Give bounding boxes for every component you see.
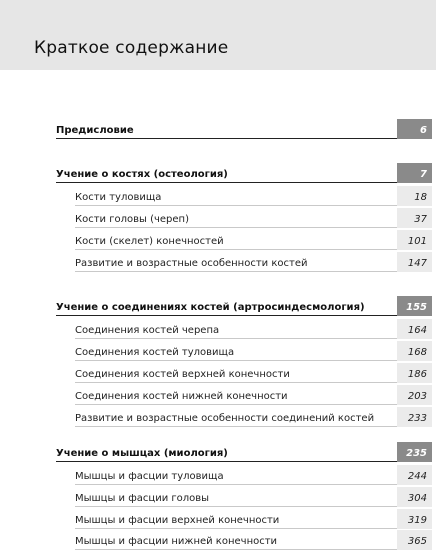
page-number-box — [397, 341, 432, 361]
toc-section[interactable] — [56, 296, 432, 316]
page-number: 18 — [414, 192, 427, 203]
toc-entry-title: Мышцы и фасции туловища — [75, 471, 224, 482]
page-number-box — [397, 530, 432, 550]
toc-entry[interactable] — [75, 487, 432, 507]
page-number-box — [397, 230, 432, 250]
toc-rule — [75, 227, 400, 228]
toc-rule — [75, 249, 400, 250]
page-number-box — [397, 208, 432, 228]
toc-entry-title: Мышцы и фасции головы — [75, 493, 210, 504]
page-number: 203 — [407, 391, 427, 402]
toc-section[interactable] — [56, 163, 432, 183]
toc-section-title: Учение о мышцах (миология) — [56, 448, 228, 459]
toc-rule — [75, 382, 400, 383]
toc-entry[interactable] — [75, 341, 432, 361]
toc-rule — [75, 271, 400, 272]
page-number-box — [397, 163, 432, 183]
page-number: 186 — [407, 369, 427, 380]
toc-rule — [75, 506, 400, 507]
page-number: 164 — [407, 325, 427, 336]
toc-entry[interactable] — [75, 407, 432, 427]
page-number-box — [397, 186, 432, 206]
page-number: 168 — [407, 347, 427, 358]
toc-rule — [75, 338, 400, 339]
page-number: 235 — [406, 448, 427, 459]
page-number: 147 — [407, 258, 427, 269]
page-number-box — [397, 509, 432, 529]
toc-entry[interactable] — [75, 363, 432, 383]
page-number-box — [397, 407, 432, 427]
page-number: 365 — [407, 536, 427, 547]
toc-entry[interactable] — [75, 530, 432, 550]
toc-rule — [56, 315, 400, 316]
toc-section-title: Предисловие — [56, 125, 134, 136]
toc-entry[interactable] — [75, 208, 432, 228]
toc-entry-title: Соединения костей нижней конечности — [75, 391, 288, 402]
toc-rule — [56, 138, 400, 139]
toc-entry[interactable] — [75, 230, 432, 250]
toc-entry-title: Соединения костей верхней конечности — [75, 369, 290, 380]
toc-entry[interactable] — [75, 319, 432, 339]
toc-entry-title: Развитие и возрастные особенности соединений костей — [75, 413, 375, 424]
toc-entry-title: Соединения костей черепа — [75, 325, 220, 336]
page-number: 319 — [407, 515, 427, 526]
toc-rule — [75, 404, 400, 405]
toc-entry-title: Кости туловища — [75, 192, 162, 203]
page-number: 37 — [414, 214, 427, 225]
toc-entry[interactable] — [75, 186, 432, 206]
page-number-box — [397, 296, 432, 316]
page-number: 7 — [420, 169, 427, 180]
page-number-box — [397, 252, 432, 272]
toc-entry[interactable] — [75, 252, 432, 272]
toc-entry[interactable] — [75, 465, 432, 485]
page-number: 101 — [407, 236, 427, 247]
toc-rule — [75, 360, 400, 361]
toc-entry[interactable] — [75, 385, 432, 405]
toc-section[interactable] — [56, 119, 432, 139]
page-header — [0, 0, 436, 70]
toc-section-title: Учение о костях (остеология) — [56, 169, 228, 180]
toc-entry-title: Кости головы (череп) — [75, 214, 189, 225]
toc-entry-title: Кости (скелет) конечностей — [75, 236, 224, 247]
toc-entry-title: Мышцы и фасции нижней конечности — [75, 536, 278, 547]
page-number: 155 — [406, 302, 427, 313]
page-number: 244 — [407, 471, 427, 482]
toc-rule — [75, 426, 400, 427]
toc-entry-title: Соединения костей туловища — [75, 347, 235, 358]
page-number-box — [397, 385, 432, 405]
page-number: 233 — [407, 413, 427, 424]
page-number-box — [397, 119, 432, 139]
toc-section[interactable] — [56, 442, 432, 462]
page-number-box — [397, 319, 432, 339]
page-number-box — [397, 487, 432, 507]
toc-entry-title: Развитие и возрастные особенности костей — [75, 258, 308, 269]
toc-rule — [56, 182, 400, 183]
toc-rule — [75, 484, 400, 485]
page-number-box — [397, 465, 432, 485]
toc-rule — [75, 528, 400, 529]
toc-section-title: Учение о соединениях костей (артросиндесмология) — [56, 302, 365, 313]
page-number-box — [397, 363, 432, 383]
toc-rule — [56, 461, 400, 462]
toc-entry[interactable] — [75, 509, 432, 529]
toc-entry-title: Мышцы и фасции верхней конечности — [75, 515, 280, 526]
toc-rule — [75, 205, 400, 206]
page-number: 304 — [407, 493, 427, 504]
page-number-box — [397, 442, 432, 462]
page-title: Краткое содержание — [34, 38, 229, 58]
page-number: 6 — [420, 125, 427, 136]
